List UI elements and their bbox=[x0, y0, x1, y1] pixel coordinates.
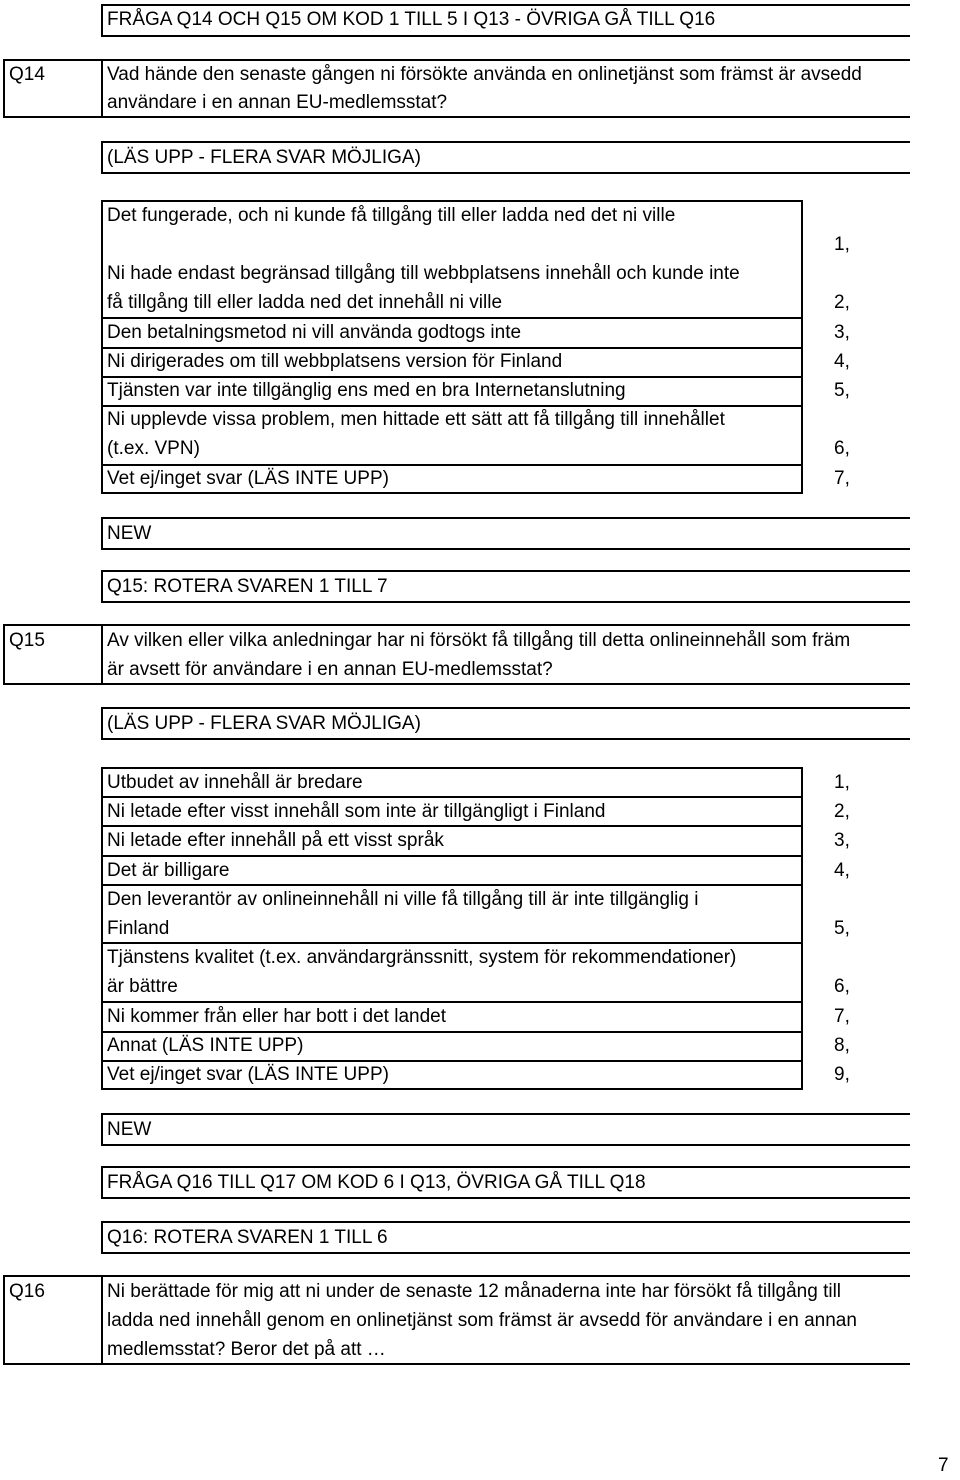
q14-option-3-code: 3, bbox=[834, 322, 850, 343]
q14-option-5-code: 5, bbox=[834, 380, 850, 401]
q15-option-5-code: 5, bbox=[834, 918, 850, 939]
q15-option-6-label: Tjänstens kvalitet (t.ex. användargränssnitt, system för rekommendationer) bbox=[107, 947, 737, 968]
q15-option-5-label: Den leverantör av onlineinnehåll ni ville få tillgång till är inte tillgänglig i bbox=[107, 889, 699, 910]
q14-new-label: NEW bbox=[107, 523, 152, 544]
q14-new-box bbox=[101, 517, 910, 550]
q15-option-2-code: 2, bbox=[834, 801, 850, 822]
q15-option-2-label: Ni letade efter visst innehåll som inte är tillgängligt i Finland bbox=[107, 801, 606, 822]
q16-routing: FRÅGA Q16 TILL Q17 OM KOD 6 I Q13, ÖVRIGA GÅ TILL Q18 bbox=[107, 1172, 646, 1193]
q14-id: Q14 bbox=[9, 64, 45, 85]
q16-question-line2: ladda ned innehåll genom en onlinetjänst som främst är avsedd för användare i en annan bbox=[107, 1310, 857, 1331]
q15-option-3-code: 3, bbox=[834, 830, 850, 851]
q15-option-4-label: Det är billigare bbox=[107, 860, 230, 881]
q14-option-6-label-cont: (t.ex. VPN) bbox=[107, 438, 200, 459]
q15-option-1-label: Utbudet av innehåll är bredare bbox=[107, 772, 363, 793]
q15-option-9-code: 9, bbox=[834, 1064, 850, 1085]
q15-option-8-code: 8, bbox=[834, 1035, 850, 1056]
q15-option-5-label-cont: Finland bbox=[107, 918, 170, 939]
q15-option-3-label: Ni letade efter innehåll på ett visst språk bbox=[107, 830, 444, 851]
q15-question-line2: är avsett för användare i en annan EU-medlemsstat? bbox=[107, 659, 553, 680]
q16-question-line1: Ni berättade för mig att ni under de senaste 12 månaderna inte har försökt få tillgång till bbox=[107, 1281, 842, 1302]
q14-option-6-code: 6, bbox=[834, 438, 850, 459]
q16-rotate-note: Q16: ROTERA SVAREN 1 TILL 6 bbox=[107, 1227, 388, 1248]
q14-option-1-label: Det fungerade, och ni kunde få tillgång till eller ladda ned det ni ville bbox=[107, 205, 676, 226]
q15-option-7-code: 7, bbox=[834, 1006, 850, 1027]
q14-option-4-code: 4, bbox=[834, 351, 850, 372]
rotate-note: Q15: ROTERA SVAREN 1 TILL 7 bbox=[107, 576, 388, 597]
page-number: 7 bbox=[938, 1455, 949, 1476]
q15-question-text bbox=[107, 626, 910, 684]
q14-option-6-label: Ni upplevde vissa problem, men hittade ett sätt att få tillgång till innehållet bbox=[107, 409, 725, 430]
q14-question-text bbox=[107, 60, 910, 118]
q15-option-6-label-cont: är bättre bbox=[107, 976, 178, 997]
q14-option-5-label: Tjänsten var inte tillgänglig ens med en bra Internetanslutning bbox=[107, 380, 626, 401]
q14-option-7-label: Vet ej/inget svar (LÄS INTE UPP) bbox=[107, 468, 389, 489]
q14-option-2-code: 2, bbox=[834, 292, 850, 313]
q15-question-line1: Av vilken eller vilka anledningar har ni försökt få tillgång till detta onlineinnehåll som främ bbox=[107, 630, 851, 651]
q15-new-box bbox=[101, 1113, 910, 1146]
q14-option-4-label: Ni dirigerades om till webbplatsens version för Finland bbox=[107, 351, 563, 372]
q14-option-3-label: Den betalningsmetod ni vill använda godtogs inte bbox=[107, 322, 522, 343]
q15-option-8-label: Annat (LÄS INTE UPP) bbox=[107, 1035, 304, 1056]
q15-option-4-code: 4, bbox=[834, 860, 850, 881]
q15-option-6-code: 6, bbox=[834, 976, 850, 997]
q14-instruction: (LÄS UPP - FLERA SVAR MÖJLIGA) bbox=[107, 147, 421, 168]
q15-new-label: NEW bbox=[107, 1119, 152, 1140]
q16-question-text bbox=[107, 1277, 910, 1365]
q14-option-2-label-cont: få tillgång till eller ladda ned det innehåll ni ville bbox=[107, 292, 503, 313]
q14-question-line1: Vad hände den senaste gången ni försökte använda en onlinetjänst som främst är avsedd bbox=[107, 64, 862, 85]
q14-option-7-code: 7, bbox=[834, 468, 850, 489]
q14-question-line2: användare i en annan EU-medlemsstat? bbox=[107, 92, 448, 113]
q15-option-7-label: Ni kommer från eller har bott i det landet bbox=[107, 1006, 446, 1027]
q14-option-2-label: Ni hade endast begränsad tillgång till webbplatsens innehåll och kunde inte bbox=[107, 263, 740, 284]
routing-header-text: FRÅGA Q14 OCH Q15 OM KOD 1 TILL 5 I Q13 - ÖVRIGA GÅ TILL Q16 bbox=[107, 9, 716, 30]
q15-id: Q15 bbox=[9, 630, 45, 651]
q14-option-1-code: 1, bbox=[834, 234, 850, 255]
q16-id: Q16 bbox=[9, 1281, 45, 1302]
q16-question-line3: medlemsstat? Beror det på att … bbox=[107, 1339, 386, 1360]
q15-option-9-label: Vet ej/inget svar (LÄS INTE UPP) bbox=[107, 1064, 389, 1085]
q15-instruction: (LÄS UPP - FLERA SVAR MÖJLIGA) bbox=[107, 713, 421, 734]
q15-option-1-code: 1, bbox=[834, 772, 850, 793]
